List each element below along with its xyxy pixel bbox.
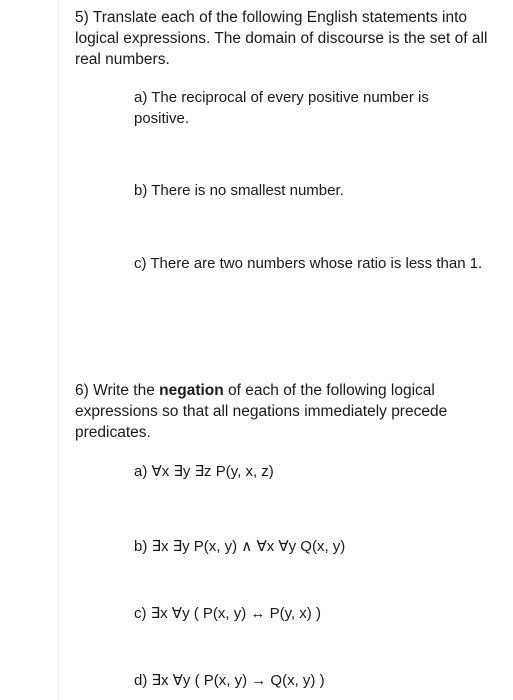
- question-6-heading: [75, 380, 500, 443]
- question-5-heading: 5) Translate each of the following English statements into logical expressions. The domain of discourse is the set of all real numbers.: [75, 9, 488, 68]
- question-6b: b) ∃x ∃y P(x, y) ∧ ∀x ∀y Q(x, y): [134, 538, 346, 555]
- question-5a: a) The reciprocal of every positive number is positive.: [134, 89, 429, 127]
- question-6-heading-emphasis: negation: [159, 382, 224, 399]
- question-6c: c) ∃x ∀y ( P(x, y) ↔ P(y, x) ): [134, 605, 321, 622]
- page-border-line: [58, 0, 59, 700]
- question-6-heading-end: of each of the following logical expressions so that all negations immediately precede predicates.: [75, 382, 448, 441]
- question-6a: a) ∀x ∃y ∃z P(y, x, z): [134, 463, 274, 480]
- question-5c: c) There are two numbers whose ratio is less than 1.: [134, 255, 483, 272]
- question-6-heading-start: 6) Write the: [75, 382, 160, 399]
- question-5b: b) There is no smallest number.: [134, 182, 344, 199]
- question-6d: d) ∃x ∀y ( P(x, y) → Q(x, y) ): [134, 672, 325, 689]
